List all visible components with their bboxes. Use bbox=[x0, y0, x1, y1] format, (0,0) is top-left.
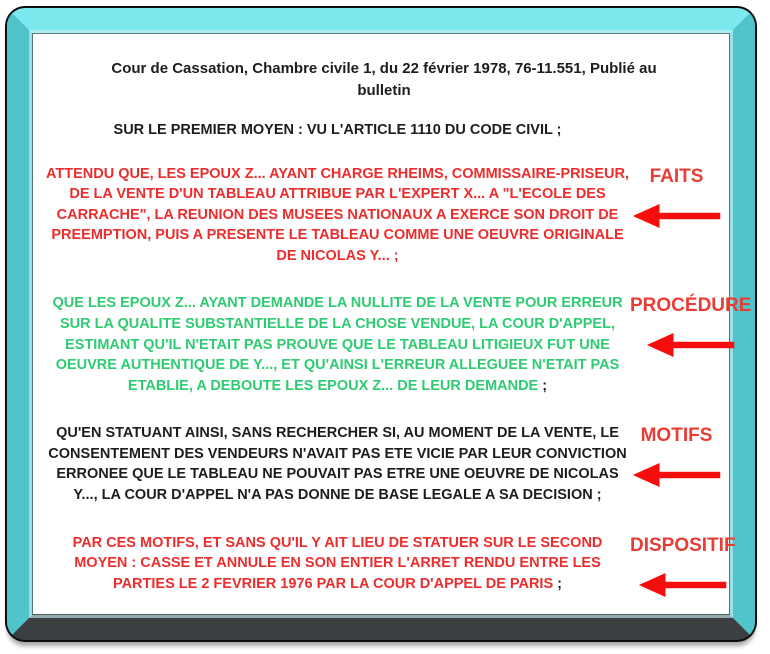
sections-list bbox=[45, 164, 752, 600]
section-faits bbox=[45, 164, 723, 267]
section-dispositif bbox=[45, 533, 736, 600]
section-annotation bbox=[630, 293, 751, 360]
left-arrow-icon bbox=[637, 570, 729, 600]
section-procedure bbox=[45, 293, 752, 396]
section-annotation bbox=[630, 164, 723, 231]
page-title: Cour de Cassation, Chambre civile 1, du 22 février 1978, 76-11.551, Publié au bulletin bbox=[111, 60, 657, 99]
annotation-label-dispositif: DISPOSITIF bbox=[630, 534, 736, 556]
left-arrow-icon bbox=[631, 201, 723, 231]
section-annotation bbox=[630, 423, 723, 490]
annotation-label-faits: FAITS bbox=[649, 165, 704, 187]
decorative-frame bbox=[7, 8, 755, 640]
section-text-procedure: QUE LES EPOUX Z... AYANT DEMANDE LA NULLITE DE LA VENTE POUR ERREUR SUR LA QUALITE SUBSTANTIELLE DE LA CHOSE VENDUE, LA COUR D'APPEL, ESTIMANT QU'IL N'ETAIT PAS PROUVE QUE LE TABLEAU LITIGIEUX FUT UNE OEUVRE AUTHENTIQUE DE Y..., ET QU'AINSI L'ERREUR ALLEGUEE N'ETAIT PAS ETABLIE, A DEBOUTE LES EPOUX Z... DE LEUR DEMANDE ; bbox=[52, 295, 623, 394]
document-content bbox=[33, 34, 752, 614]
preamble-line: SUR LE PREMIER MOYEN : VU L'ARTICLE 1110 DU CODE CIVIL ; bbox=[113, 121, 562, 138]
section-text-dispositif: PAR CES MOTIFS, ET SANS QU'IL Y AIT LIEU DE STATUER SUR LE SECOND MOYEN : CASSE ET ANNULE EN SON ENTIER L'ARRET RENDU ENTRE LES PARTIES LE 2 FEVRIER 1976 PAR LA COUR D'APPEL DE PARIS ; bbox=[72, 534, 603, 592]
section-text-faits: ATTENDU QUE, LES EPOUX Z... AYANT CHARGE RHEIMS, COMMISSAIRE-PRISEUR, DE LA VENTE D'UN TABLEAU ATTRIBUE PAR L'EXPERT X... A "L'ECOLE DES CARRACHE", LA REUNION DES MUSEES NATIONAUX A EXERCE SON DROIT DE PREEMPTION, PUIS A PRESENTE LE TABLEAU COMME UNE OEUVRE ORIGINALE DE NICOLAS Y... ; bbox=[45, 165, 630, 264]
left-arrow-icon bbox=[645, 330, 737, 360]
section-text-motifs: QU'EN STATUANT AINSI, SANS RECHERCHER SI, AU MOMENT DE LA VENTE, LE CONSENTEMENT DES VENDEURS N'AVAIT PAS ETE VICIE PAR LEUR CONVICTION ERRONEE QUE LE TABLEAU NE POUVAIT PAS ETRE UNE OEUVRE DE NICOLAS Y..., LA COUR D'APPEL N'A PAS DONNE DE BASE LEGALE A SA DECISION ; bbox=[48, 425, 627, 504]
section-motifs bbox=[45, 423, 723, 505]
left-arrow-icon bbox=[631, 460, 723, 490]
annotation-label-motifs: MOTIFS bbox=[640, 425, 713, 447]
section-annotation bbox=[630, 533, 736, 600]
annotation-label-procedure: PROCÉDURE bbox=[630, 295, 752, 317]
